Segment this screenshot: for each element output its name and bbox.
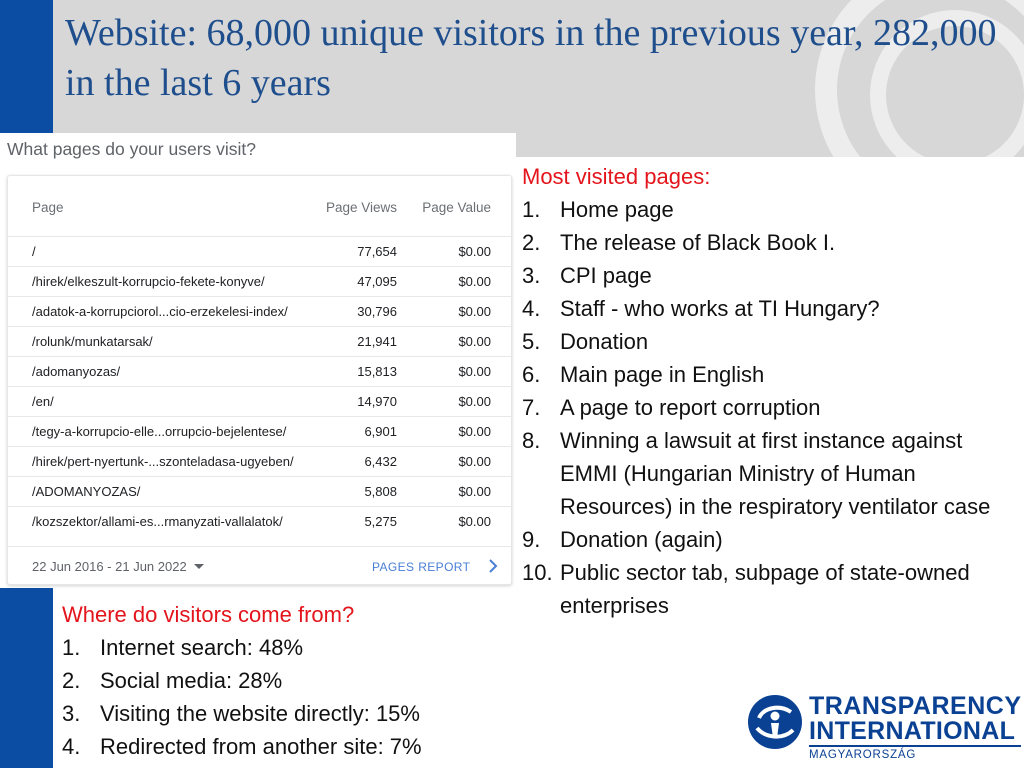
page-value-cell: $0.00	[458, 304, 491, 319]
list-item-number: 9.	[522, 527, 541, 552]
table-row[interactable]	[8, 356, 513, 386]
list-item	[522, 193, 1022, 226]
page-views-cell: 47,095	[357, 274, 397, 289]
list-item-number: 10.	[522, 560, 553, 585]
page-views-cell: 30,796	[357, 304, 397, 319]
list-item-text: Social media: 28%	[100, 668, 283, 693]
list-item-number: 5.	[522, 329, 541, 354]
table-row[interactable]	[8, 386, 513, 416]
page-value-cell: $0.00	[458, 484, 491, 499]
list-item	[522, 556, 1022, 622]
logo-line-3: MAGYARORSZÁG	[809, 749, 917, 761]
list-item-text: Home page	[560, 197, 674, 222]
list-item-number: 7.	[522, 395, 541, 420]
list-item-number: 3.	[522, 263, 541, 288]
page-value-cell: $0.00	[458, 514, 491, 529]
list-item-number: 8.	[522, 428, 541, 453]
list-item	[522, 424, 1022, 523]
page-cell: /tegy-a-korrupcio-elle...orrupcio-bejelentese/	[32, 424, 287, 439]
list-item-number: 2.	[62, 668, 81, 693]
table-row[interactable]	[8, 476, 513, 506]
list-item-number: 1.	[62, 635, 81, 660]
list-item-text: Main page in English	[560, 362, 765, 387]
list-item	[522, 358, 1022, 391]
column-header-page-views[interactable]: Page Views	[325, 200, 397, 215]
list-item	[62, 631, 512, 664]
table-row[interactable]	[8, 416, 513, 446]
most-visited-items	[522, 193, 1022, 622]
list-item-text: A page to report corruption	[560, 395, 821, 420]
table-header	[8, 176, 513, 236]
list-item	[522, 325, 1022, 358]
dropdown-caret-icon	[194, 564, 204, 569]
page-views-cell: 15,813	[357, 364, 397, 379]
page-value-cell: $0.00	[458, 394, 491, 409]
logo-divider	[809, 745, 1021, 747]
transparency-international-logo	[747, 690, 1022, 765]
list-item-number: 2.	[522, 230, 541, 255]
list-item-text: Donation	[560, 329, 649, 354]
visitor-sources-heading: Where do visitors come from?	[62, 602, 355, 627]
page-value-cell: $0.00	[458, 454, 491, 469]
list-item	[62, 730, 512, 763]
list-item-number: 6.	[522, 362, 541, 387]
date-range-label: 22 Jun 2016 - 21 Jun 2022	[32, 559, 187, 574]
page-value-cell: $0.00	[458, 334, 491, 349]
page-cell: /en/	[32, 394, 54, 409]
list-item-text: Donation (again)	[560, 527, 723, 552]
list-item-text: Visiting the website directly: 15%	[100, 701, 420, 726]
table-row[interactable]	[8, 446, 513, 476]
page-value-cell: $0.00	[458, 244, 491, 259]
ti-emblem-icon	[747, 694, 803, 750]
analytics-heading: What pages do your users visit?	[7, 139, 257, 159]
analytics-table-panel	[7, 175, 512, 585]
table-footer	[8, 546, 513, 586]
page-cell: /	[32, 244, 36, 259]
logo-line-2: INTERNATIONAL	[809, 717, 1016, 745]
analytics-card	[0, 133, 516, 588]
list-item	[522, 292, 1022, 325]
page-cell: /adomanyozas/	[32, 364, 121, 379]
list-item-number: 4.	[522, 296, 541, 321]
most-visited-heading: Most visited pages:	[522, 164, 711, 189]
slide-title: Website: 68,000 unique visitors in the previous year, 282,000 in the last 6 years	[65, 12, 997, 104]
table-row[interactable]	[8, 326, 513, 356]
page-views-cell: 5,808	[364, 484, 397, 499]
table-row[interactable]	[8, 266, 513, 296]
page-value-cell: $0.00	[458, 364, 491, 379]
page-cell: /ADOMANYOZAS/	[32, 484, 141, 499]
list-item	[522, 259, 1022, 292]
list-item	[62, 664, 512, 697]
list-item-text: CPI page	[560, 263, 652, 288]
page-views-cell: 6,432	[364, 454, 397, 469]
list-item-text: Redirected from another site: 7%	[100, 734, 422, 759]
list-item	[62, 697, 512, 730]
list-item-text: Internet search: 48%	[100, 635, 304, 660]
column-header-page[interactable]: Page	[32, 200, 64, 215]
list-item-text: Staff - who works at TI Hungary?	[560, 296, 880, 321]
page-views-cell: 5,275	[364, 514, 397, 529]
table-row[interactable]	[8, 296, 513, 326]
page-views-cell: 6,901	[364, 424, 397, 439]
page-cell: /hirek/elkeszult-korrupcio-fekete-konyve/	[32, 274, 265, 289]
page-cell: /hirek/pert-nyertunk-...szonteladasa-ugyeben/	[32, 454, 294, 469]
list-item	[522, 523, 1022, 556]
most-visited-list	[522, 160, 1022, 622]
list-item-number: 1.	[522, 197, 541, 222]
pages-table	[8, 176, 513, 536]
visitor-sources-list	[62, 598, 512, 763]
table-row[interactable]	[8, 506, 513, 536]
pages-report-link[interactable]: PAGES REPORT	[372, 560, 471, 574]
list-item-text: Winning a lawsuit at first instance against EMMI (Hungarian Ministry of Human Resources) in the respiratory ventilator case	[560, 428, 991, 519]
table-body	[8, 236, 513, 536]
page-views-cell: 77,654	[357, 244, 397, 259]
list-item-number: 4.	[62, 734, 81, 759]
visitor-sources-items	[62, 631, 512, 763]
page-value-cell: $0.00	[458, 274, 491, 289]
list-item	[522, 226, 1022, 259]
table-row[interactable]	[8, 236, 513, 266]
list-item-text: The release of Black Book I.	[560, 230, 836, 255]
list-item-number: 3.	[62, 701, 81, 726]
page-cell: /adatok-a-korrupciorol...cio-erzekelesi-index/	[32, 304, 288, 319]
list-item	[522, 391, 1022, 424]
page-cell: /rolunk/munkatarsak/	[32, 334, 153, 349]
list-item-text: Public sector tab, subpage of state-owned enterprises	[560, 560, 970, 618]
column-header-page-value[interactable]: Page Value	[422, 200, 491, 215]
date-range-selector[interactable]	[32, 559, 204, 574]
page-views-cell: 14,970	[357, 394, 397, 409]
page-views-cell: 21,941	[357, 334, 397, 349]
page-cell: /kozszektor/allami-es...rmanyzati-vallalatok/	[32, 514, 283, 529]
chevron-right-icon[interactable]	[485, 557, 501, 575]
logo-line-1: TRANSPARENCY	[809, 692, 1022, 720]
page-value-cell: $0.00	[458, 424, 491, 439]
